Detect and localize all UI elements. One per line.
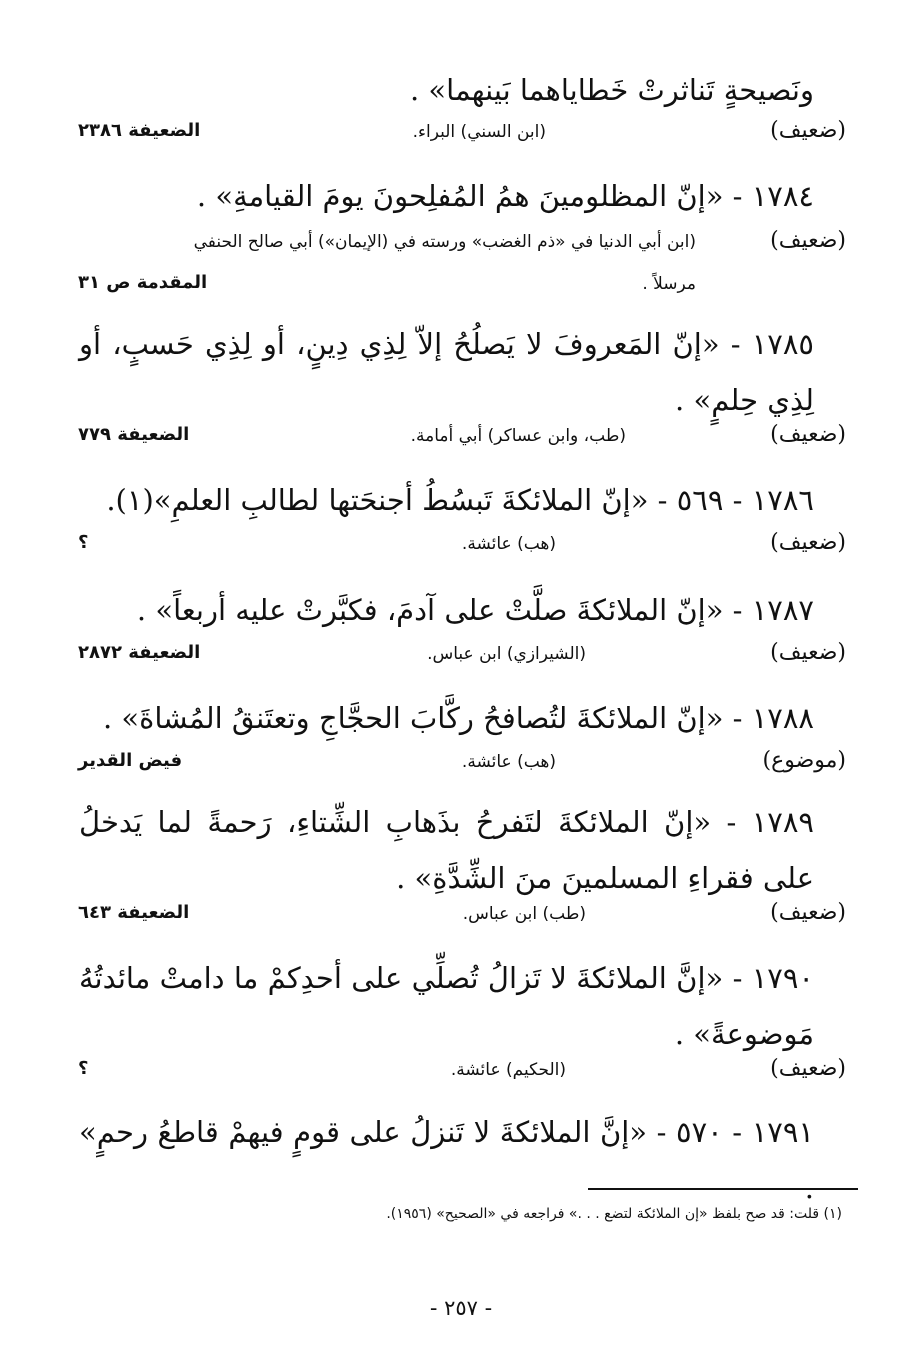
narrator-source: (الحكيم) عائشة. <box>450 1060 566 1080</box>
narrator-source-cont: مرسلاً . <box>642 274 696 294</box>
source-row-1787 <box>78 640 846 680</box>
grade-label: ( ضعيف ) <box>770 118 846 143</box>
reference: الضعيفة ٦٤٣ <box>78 902 190 923</box>
reference: الضعيفة ٢٨٧٢ <box>78 642 201 663</box>
footnote-divider <box>588 1188 858 1190</box>
source-row-1784-cont <box>78 270 846 310</box>
hadith-1788: ١٧٨٨ - «إنّ الملائكةَ لتُصافحُ ركَّابَ الحجَّاجِ وتعتَنقُ المُشاةَ» . <box>102 701 814 735</box>
hadith-1785: ١٧٨٥ - «إنّ المَعروفَ لا يَصلُحُ إلاّ لِذِي دِينٍ، أو لِذِي حَسبٍ، أو لِذِي حِلمٍ» . <box>79 327 814 417</box>
source-row-1790 <box>78 1056 846 1096</box>
hadith-1786: ١٧٨٦ - ٥٦٩ - «إنّ الملائكةَ تَبسُطُ أجنحَتها لطالبِ العلمِ»(١). <box>106 483 814 517</box>
hadith-1791: ١٧٩١ - ٥٧٠ - «إنَّ الملائكةَ لا تَنزلُ على قومٍ فيهمْ قاطعُ رحمٍ» . <box>79 1115 814 1205</box>
narrator-source: (ابن السني) البراء. <box>412 122 546 142</box>
source-row-1 <box>78 118 846 158</box>
source-row-1788 <box>78 748 846 788</box>
grade-label: ( ضعيف ) <box>770 640 846 665</box>
reference: المقدمة ص ٣١ <box>78 272 208 293</box>
footnote: (١) قلت: قد صح بلفظ «إن الملائكة لتضع . . .» فراجعه في «الصحيح» (١٩٥٦). <box>386 1206 842 1222</box>
hadith-1790: ١٧٩٠ - «إنَّ الملائكةَ لا تَزالُ تُصلِّي على أحدِكمْ ما دامتْ مائدتُهُ مَوضوعةً» . <box>79 961 814 1051</box>
hadith-1784: ١٧٨٤ - «إنّ المظلومينَ همُ المُفلِحونَ يومَ القيامةِ» . <box>196 179 814 213</box>
narrator-source: (هب) عائشة. <box>461 752 556 772</box>
hadith-1787: ١٧٨٧ - «إنّ الملائكةَ صلَّتْ على آدمَ، فكبَّرتْ عليه أربعاً» . <box>136 593 814 627</box>
reference: الضعيفة ٢٣٨٦ <box>78 120 201 141</box>
reference: فيض القدير <box>78 750 183 771</box>
reference: ؟ <box>78 1058 89 1079</box>
grade-label: ( ضعيف ) <box>770 228 846 253</box>
narrator-source: (ابن أبي الدنيا في «ذم الغضب» ورسته في (الإيمان») أبي صالح الحنفي <box>193 232 696 252</box>
grade-label: ( موضوع ) <box>762 748 846 773</box>
hadith-continuation: ونَصيحةٍ تَناثرتْ خَطاياهما بَينهما» . <box>409 73 814 107</box>
narrator-source: (هب) عائشة. <box>461 534 556 554</box>
source-row-1789 <box>78 900 846 940</box>
narrator-source: (طب، وابن عساكر) أبي أمامة. <box>410 426 626 446</box>
source-row-1786 <box>78 530 846 570</box>
page-number: - ٢٥٧ - <box>429 1296 493 1320</box>
grade-label: ( ضعيف ) <box>770 422 846 447</box>
source-row-1784 <box>78 228 846 268</box>
narrator-source: (الشيرازي) ابن عباس. <box>427 644 586 664</box>
reference: الضعيفة ٧٧٩ <box>78 424 190 445</box>
hadith-1789: ١٧٨٩ - «إنّ الملائكةَ لتَفرحُ بذَهابِ الشِّتاءِ، رَحمةً لما يَدخلُ على فقراءِ المسلمينَ منَ الشِّدَّةِ» . <box>79 805 814 895</box>
grade-label: ( ضعيف ) <box>770 530 846 555</box>
reference: ؟ <box>78 532 89 553</box>
grade-label: ( ضعيف ) <box>770 1056 846 1081</box>
narrator-source: (طب) ابن عباس. <box>462 904 586 924</box>
grade-label: ( ضعيف ) <box>770 900 846 925</box>
source-row-1785 <box>78 422 846 462</box>
